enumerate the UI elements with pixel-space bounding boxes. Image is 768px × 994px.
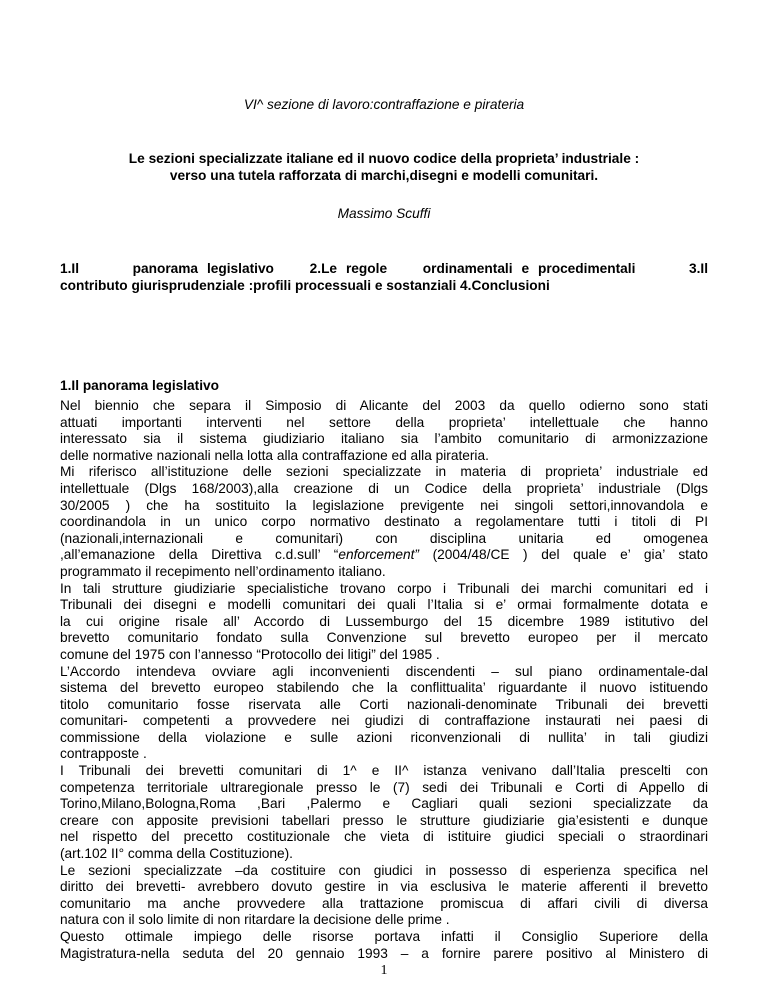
body-line-text: Le sezioni specializzate –da costituire con giudici in possesso di esperienza specifica nel <box>60 862 708 878</box>
body-text <box>60 398 708 962</box>
body-line-text: L’Accordo intendeva ovviare agli inconvenienti discendenti – sul piano ordinamentale-dal <box>60 663 708 679</box>
body-line-text: 30/2005 ) che ha sostituito la legislazione previgente nei singoli settori,innovandola e <box>60 497 708 513</box>
body-line <box>60 912 708 929</box>
body-line <box>60 564 708 581</box>
body-line <box>60 498 708 515</box>
body-line <box>60 431 708 448</box>
document-title-line-2: verso una tutela rafforzata di marchi,disegni e modelli comunitari. <box>169 168 599 183</box>
body-line <box>60 664 708 681</box>
body-line <box>60 547 708 564</box>
body-line-text: Mi riferisco all’istituzione delle sezioni specializzate in materia di proprieta’ industriale ed <box>60 464 708 480</box>
body-line <box>60 581 708 598</box>
body-line <box>60 829 708 846</box>
body-line <box>60 481 708 498</box>
body-line-text: Torino,Milano,Bologna,Roma ,Bari ,Palermo e Cagliari quali sezioni specializzate da <box>60 796 708 812</box>
body-line-text: programmato il recepimento nell’ordinamento italiano. <box>60 563 386 579</box>
body-line <box>60 448 708 465</box>
body-line-text: coordinandola in un unico corpo normativo destinato a regolamentare tutti i titoli di PI <box>60 514 708 530</box>
toc-line: contributo giurisprudenziale :profili processuali e sostanziali 4.Conclusioni <box>60 277 550 293</box>
body-line <box>60 896 708 913</box>
table-of-contents <box>60 261 708 294</box>
body-line-text: attuati importanti interventi nel settore della proprieta’ intellettuale che hanno <box>60 414 708 430</box>
body-line-text: (2004/48/CE ) del quale e’ gia’ stato <box>419 547 709 563</box>
session-title: VI^ sezione di lavoro:contraffazione e pirateria <box>243 97 525 112</box>
body-line <box>60 846 708 863</box>
body-line-text: interessato sia il sistema giudiziario italiano sia l’ambito comunitario di armonizzazione <box>60 431 708 447</box>
body-line <box>60 597 708 614</box>
body-line-text: In tali strutture giudiziarie specialistiche trovano corpo i Tribunali dei marchi comunitari ed i <box>60 580 708 596</box>
body-line <box>60 780 708 797</box>
body-line <box>60 464 708 481</box>
body-line <box>60 647 708 664</box>
body-line <box>60 946 708 963</box>
body-line-text: commissione della violazione e sulle azioni riconvenzionali di nullita’ in tali giudizi <box>60 729 708 745</box>
body-line <box>60 763 708 780</box>
body-line <box>60 863 708 880</box>
body-line-text: ,all’emanazione della Direttiva c.d.sull’ “ <box>60 547 339 563</box>
body-line <box>60 398 708 415</box>
body-line-text: contrapposte . <box>60 746 147 762</box>
body-line-text: Tribunali dei disegni e modelli comunitari dei quali l’Italia si e’ ormai formalmente dotata e <box>60 597 708 613</box>
body-line-text: delle normative nazionali nella lotta alla contraffazione ed alla pirateria. <box>60 447 489 463</box>
body-line-text: nel rispetto del precetto costituzionale che vieta di istituire giudici speciali o straordinari <box>60 829 708 845</box>
body-line-text: diritto dei brevetti- avrebbero dovuto gestire in via esclusiva le materie afferenti il brevetto <box>60 879 708 895</box>
body-line-text: (art.102 II° comma della Costituzione). <box>60 846 293 862</box>
body-line-text: (nazionali,internazionali e comunitari) con disciplina unitaria ed omogenea <box>60 530 708 546</box>
document-title-line-1: Le sezioni specializzate italiane ed il nuovo codice della proprieta’ industriale : <box>128 151 640 166</box>
body-line <box>60 813 708 830</box>
body-line-text: competenza territoriale ultraregionale presso le (7) sedi dei Tribunali e Corti di Appello di <box>60 779 708 795</box>
emphasized-term: enforcement” <box>338 547 419 563</box>
body-line-text: la cui origine risale all’ Accordo di Lussemburgo del 15 dicembre 1989 istitutivo del <box>60 613 708 629</box>
body-line <box>60 415 708 432</box>
toc-line: 1.Il panorama legislativo 2.Le regole ordinamentali e procedimentali 3.Il <box>60 261 708 276</box>
body-line <box>60 929 708 946</box>
body-line-text: sistema del brevetto europeo stabilendo che la conflittualita’ riguardante il nuovo istituendo <box>60 680 708 696</box>
body-line-text: natura con il solo limite di non ritardare la decisione delle prime . <box>60 912 450 928</box>
body-line-text: I Tribunali dei brevetti comunitari di 1^ e II^ istanza venivano dall’Italia prescelti con <box>60 763 708 779</box>
body-line-text: Magistratura-nella seduta del 20 gennaio 1993 – a fornire parere positivo al Ministero di <box>60 945 708 961</box>
body-line <box>60 713 708 730</box>
author-name: Massimo Scuffi <box>337 206 431 221</box>
body-line <box>60 879 708 896</box>
section-heading: 1.Il panorama legislativo <box>60 378 219 393</box>
body-line <box>60 697 708 714</box>
body-line-text: intellettuale (Dlgs 168/2003),alla creazione di un Codice della proprieta’ industriale (Dlgs <box>60 480 708 496</box>
body-line <box>60 680 708 697</box>
body-line <box>60 746 708 763</box>
body-line-text: creare con apposite previsioni tabellari presso le strutture giudiziarie gia’esistenti e dunque <box>60 812 708 828</box>
body-line <box>60 796 708 813</box>
body-line <box>60 630 708 647</box>
body-line-text: comune del 1975 con l’annesso “Protocollo dei litigi” del 1985 . <box>60 646 440 662</box>
body-line <box>60 514 708 531</box>
body-line-text: Questo ottimale impiego delle risorse portava infatti il Consiglio Superiore della <box>60 929 708 944</box>
body-line <box>60 614 708 631</box>
body-line-text: brevetto comunitario fondato sulla Convenzione sul brevetto europeo per il mercato <box>60 630 708 646</box>
body-line-text: titolo comunitario fosse riservata alle Corti nazionali-denominate Tribunali dei brevetti <box>60 696 708 712</box>
page-number: 1 <box>380 963 388 978</box>
body-line <box>60 531 708 548</box>
body-line-text: comunitari- competenti a provvedere nei giudizi di contraffazione instaurati nei paesi di <box>60 713 708 729</box>
body-line-text: comunitario ma anche provvedere alla trattazione promiscua di affari civili di diversa <box>60 895 708 911</box>
body-line <box>60 730 708 747</box>
body-line-text: Nel biennio che separa il Simposio di Alicante del 2003 da quello odierno sono stati <box>60 398 708 413</box>
